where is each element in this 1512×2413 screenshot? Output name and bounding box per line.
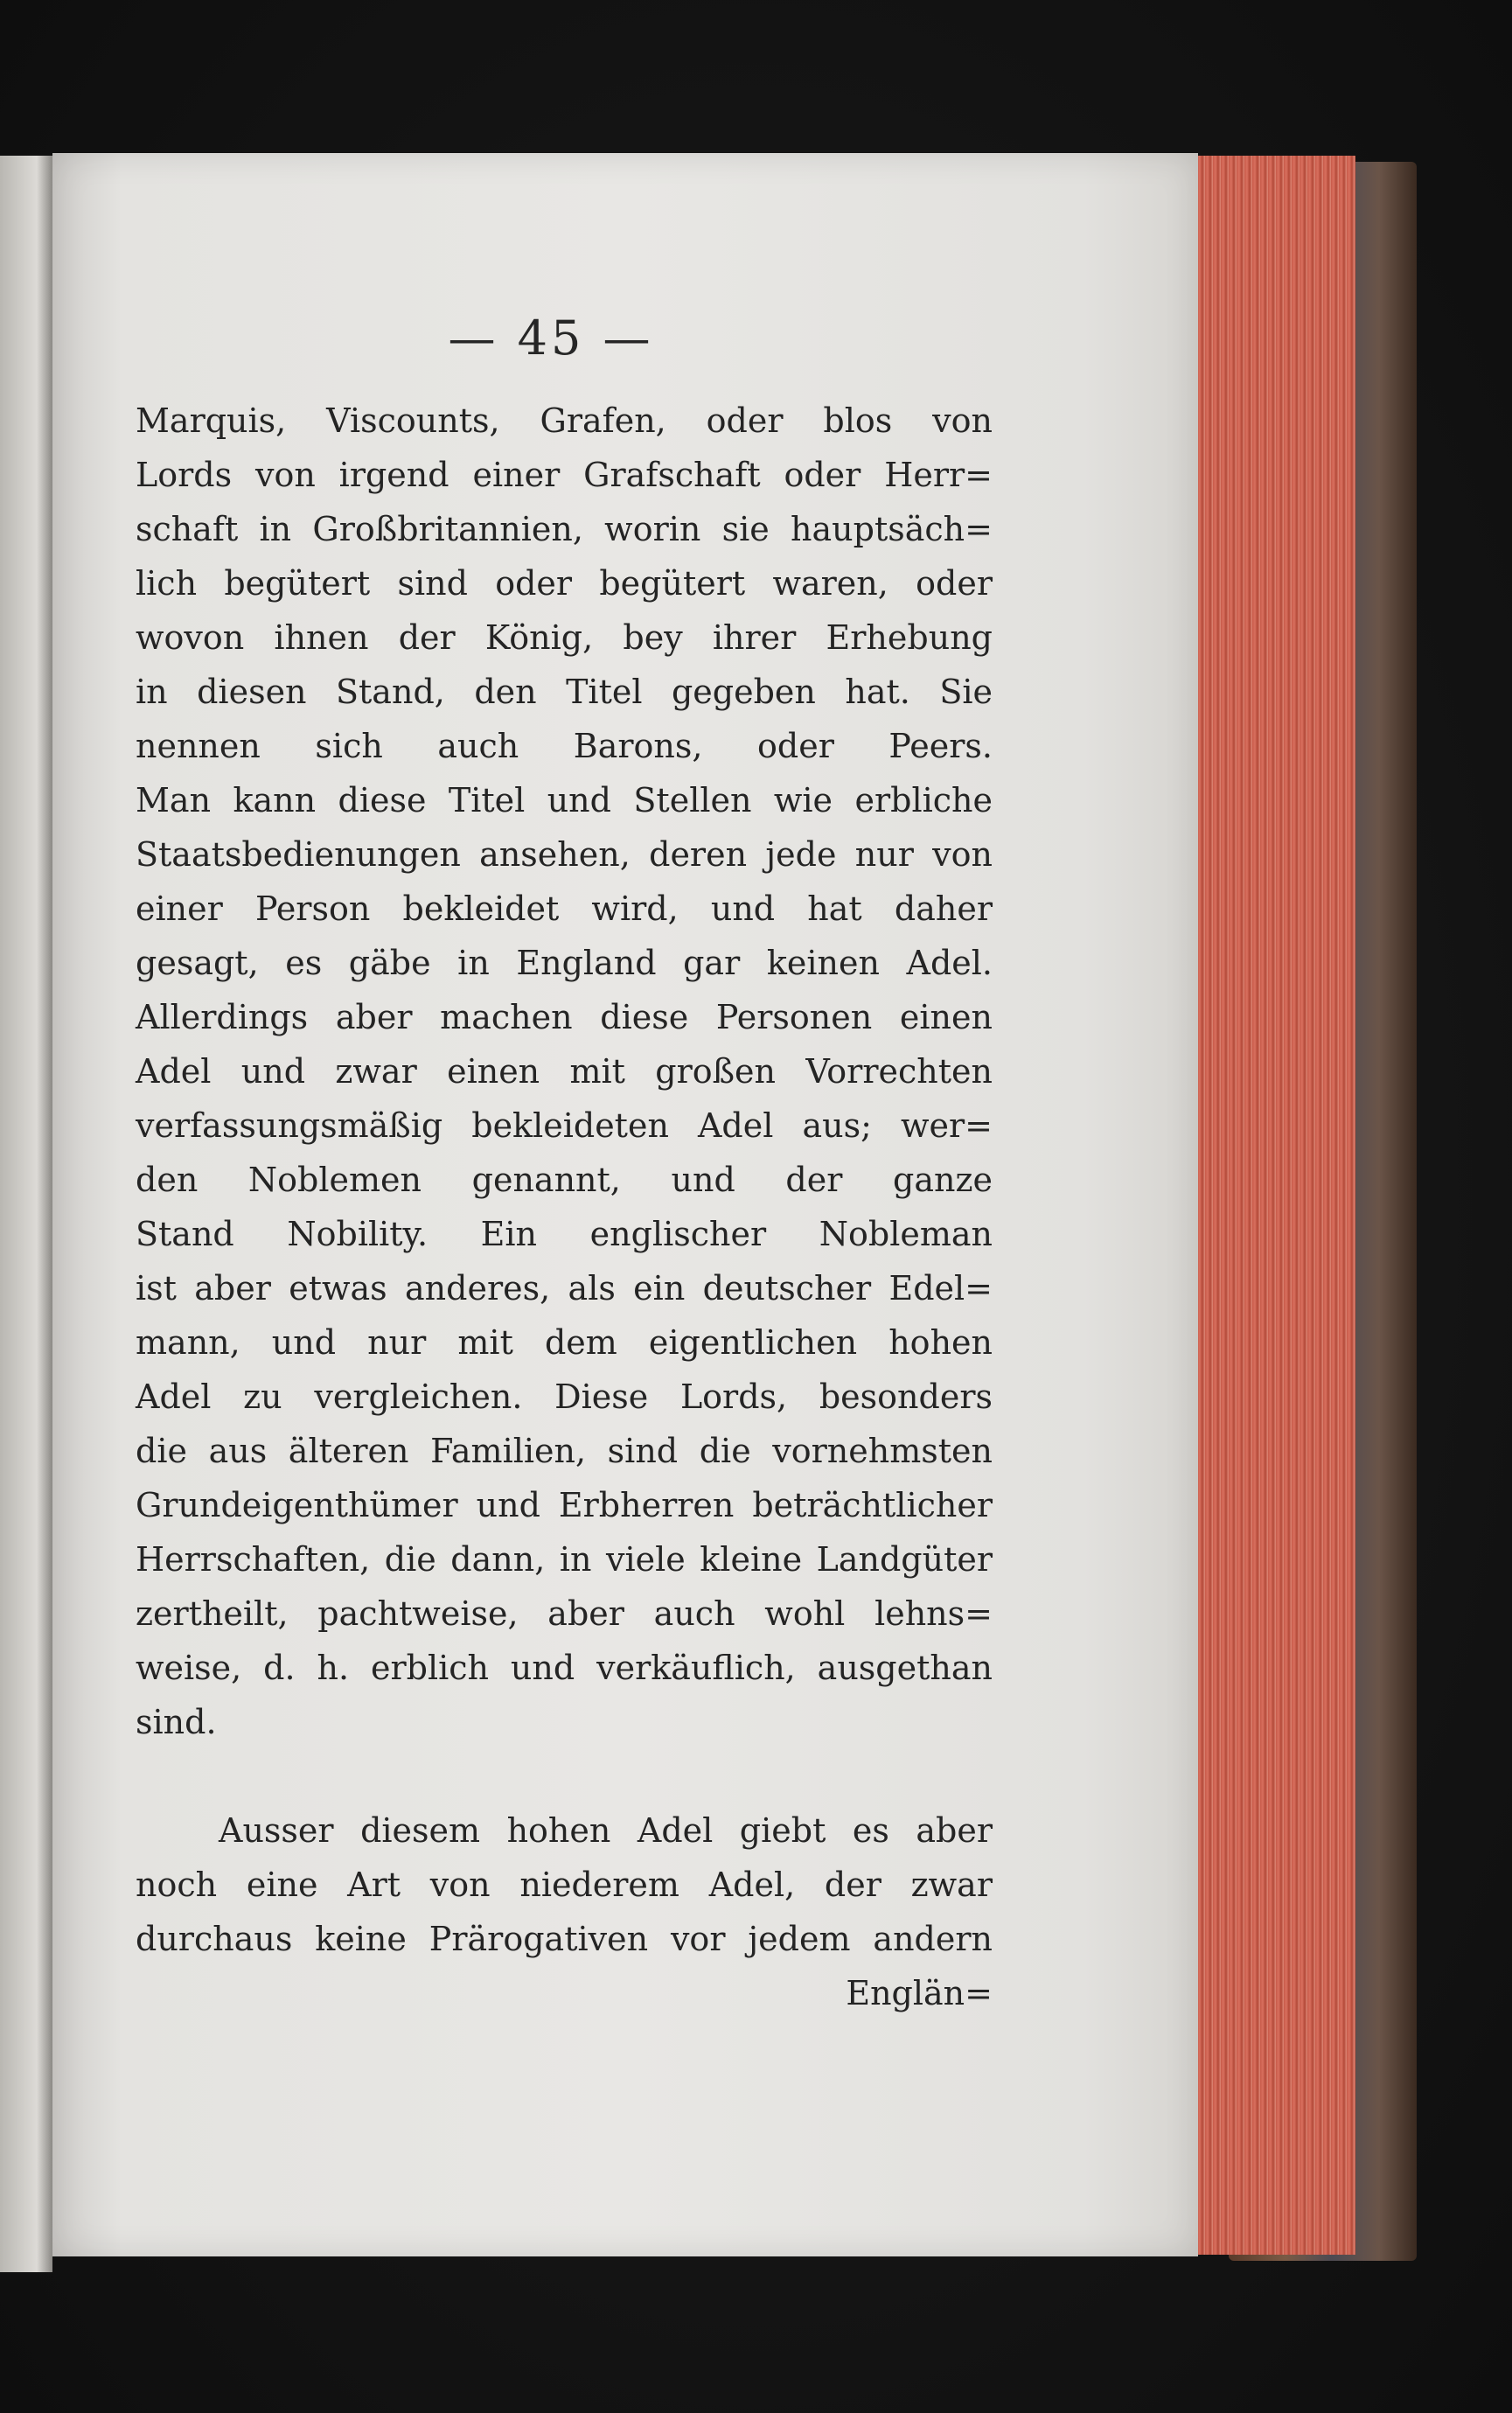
text-line: nennen sich auch Barons, oder Peers.	[136, 727, 993, 765]
text-line: Herrschaften, die dann, in viele kleine Landgüter	[136, 1540, 993, 1579]
text-line: Man kann diese Titel und Stellen wie erbliche	[136, 781, 993, 819]
text-line: die aus älteren Familien, sind die vornehmsten	[136, 1432, 993, 1470]
text-line: zertheilt, pachtweise, aber auch wohl lehns=	[136, 1594, 993, 1633]
text-line: wovon ihnen der König, bey ihrer Erhebung	[136, 618, 993, 657]
text-line: gesagt, es gäbe in England gar keinen Adel.	[136, 944, 993, 982]
text-line: Grundeigenthümer und Erbherren beträchtlicher	[136, 1486, 993, 1524]
text-line: den Noblemen genannt, und der ganze	[136, 1161, 993, 1199]
text-line: Ausser diesem hohen Adel giebt es aber	[219, 1811, 993, 1850]
paragraph-gap	[136, 1749, 993, 1803]
catchword: Englän=	[846, 1974, 993, 2012]
text-line: Lords von irgend einer Grafschaft oder Herr=	[136, 456, 993, 494]
text-line: Staatsbedienungen ansehen, deren jede nur von	[136, 835, 993, 874]
text-line: Stand Nobility. Ein englischer Nobleman	[136, 1215, 993, 1253]
text-line: Allerdings aber machen diese Personen einen	[136, 998, 993, 1036]
text-line: noch eine Art von niederem Adel, der zwar	[136, 1866, 993, 1904]
text-line: lich begütert sind oder begütert waren, oder	[136, 564, 993, 603]
text-line: verfassungsmäßig bekleideten Adel aus; wer=	[136, 1106, 993, 1145]
page-number: — 45 —	[448, 310, 654, 366]
left-page-edge	[0, 156, 52, 2272]
page-text	[136, 394, 993, 2020]
page-edges	[1189, 156, 1355, 2255]
text-line: ist aber etwas anderes, als ein deutscher Edel=	[136, 1269, 993, 1308]
text-line: in diesen Stand, den Titel gegeben hat. Sie	[136, 673, 993, 711]
text-line: Marquis, Viscounts, Grafen, oder blos von	[136, 401, 993, 440]
text-line: einer Person bekleidet wird, und hat daher	[136, 889, 993, 928]
text-line: mann, und nur mit dem eigentlichen hohen	[136, 1323, 993, 1362]
text-line: weise, d. h. erblich und verkäuflich, ausgethan	[136, 1649, 993, 1687]
text-line: Adel und zwar einen mit großen Vorrechten	[136, 1052, 993, 1091]
text-line: Adel zu vergleichen. Diese Lords, besonders	[136, 1377, 993, 1416]
text-line: sind.	[136, 1703, 217, 1741]
text-line: durchaus keine Prärogativen vor jedem andern	[136, 1920, 993, 1958]
text-line: schaft in Großbritannien, worin sie hauptsäch=	[136, 510, 993, 548]
